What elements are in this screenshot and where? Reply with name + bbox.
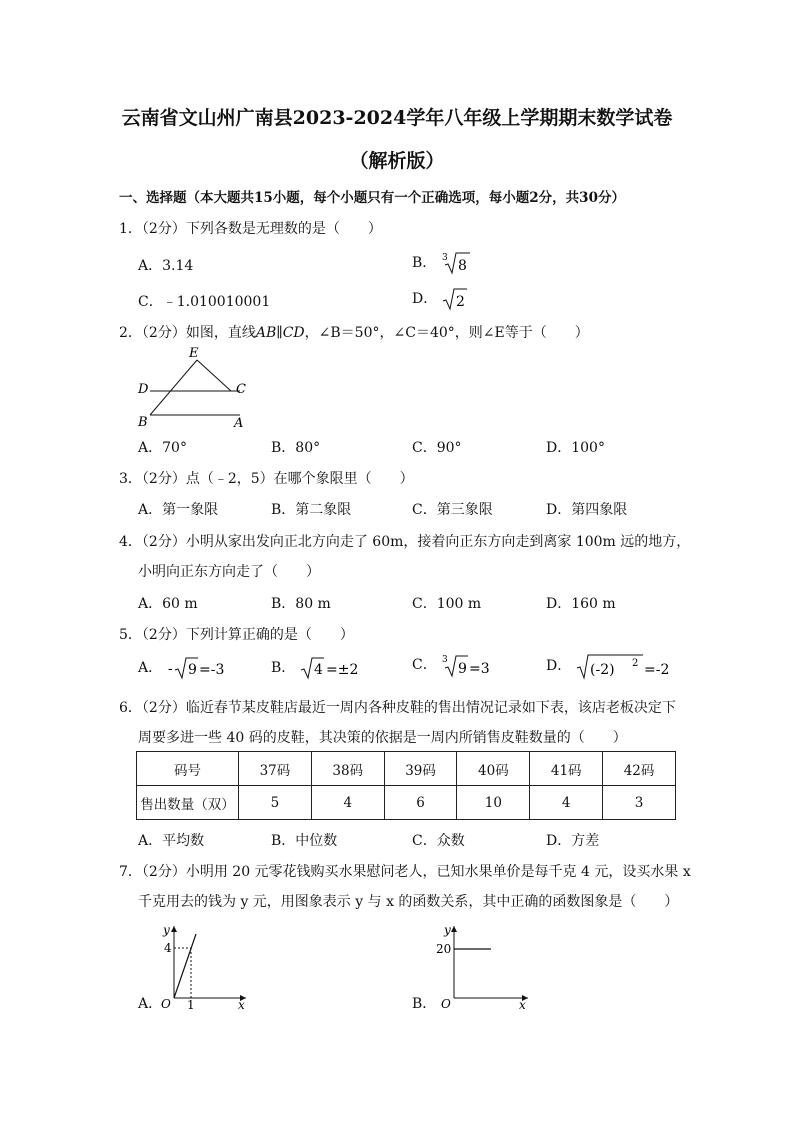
x-axis-label: x	[238, 998, 245, 1010]
question-5	[119, 624, 354, 644]
option-letter: C．	[412, 657, 437, 673]
question-text: 下列各数是无理数的是（ ）	[185, 221, 382, 237]
question-number: 1．	[119, 221, 142, 237]
neg-sqrt-9	[167, 656, 239, 680]
q1-option-a	[138, 255, 193, 275]
function-line	[174, 934, 196, 998]
table-cell: 3	[603, 786, 676, 820]
y-arrow	[451, 926, 457, 932]
table-cell: 售出数量（双）	[137, 786, 239, 820]
radicand: 8	[457, 258, 467, 274]
option-text: 第二象限	[295, 502, 352, 518]
q5-option-a	[138, 656, 239, 680]
line-be	[150, 360, 197, 415]
y-arrow	[171, 926, 177, 932]
label-e: E	[189, 346, 199, 361]
q1-option-c	[138, 291, 270, 311]
sqrt-2	[442, 287, 468, 311]
question-score: （2分）	[141, 700, 186, 716]
q3-option-b	[271, 499, 351, 519]
q1-option-b	[412, 251, 471, 275]
q5-option-b	[271, 656, 372, 680]
label-b: B	[138, 415, 148, 430]
question-3	[119, 468, 414, 488]
table-cell: 5	[239, 786, 312, 820]
origin-label: O	[441, 997, 451, 1010]
angle-c: ∠C＝40°，	[393, 325, 469, 341]
cube-root-9	[441, 652, 513, 678]
question-score: （2分）	[141, 864, 186, 880]
q4-option-a	[138, 593, 198, 613]
line-cd: CD	[282, 325, 305, 341]
q3-option-a	[138, 499, 218, 519]
option-text: 80°	[295, 440, 321, 456]
cube-root-8	[441, 251, 471, 275]
question-number: 6．	[119, 700, 142, 716]
option-letter: D．	[546, 833, 572, 849]
question-number: 2．	[119, 325, 142, 341]
q4-option-b	[271, 593, 331, 613]
q2-option-b	[271, 437, 320, 457]
option-letter: A．	[138, 833, 163, 849]
parallel-symbol: ∥	[276, 325, 283, 341]
table-cell: 4	[530, 786, 603, 820]
option-text: 第四象限	[571, 502, 628, 518]
document-subtitle: （解析版）	[349, 150, 445, 172]
table-cell: 10	[457, 786, 530, 820]
question-score: （2分）	[141, 471, 186, 487]
option-letter: B．	[412, 255, 437, 271]
q6-option-c	[412, 830, 465, 850]
question-text: 下列计算正确的是（ ）	[185, 627, 354, 643]
option-text: 3.14	[162, 258, 194, 274]
y-tick-label: 4	[164, 941, 172, 955]
label-d: D	[138, 382, 149, 397]
radicand: (-2)	[589, 662, 615, 678]
table-cell: 37码	[239, 752, 312, 786]
table-cell: 41码	[530, 752, 603, 786]
y-tick-label: 20	[436, 942, 452, 956]
question-text: 小明从家出发向正北方向走了 60m，接着向正东方向走到离家 100m 远的地方，	[185, 534, 691, 550]
question-4-line2: 小明向正东方向走了（ ）	[138, 564, 320, 580]
exponent: 2	[631, 658, 639, 669]
option-letter: C．	[412, 596, 437, 612]
label-c: C	[236, 382, 246, 397]
question-score: （2分）	[141, 221, 186, 237]
q1-option-d	[412, 287, 468, 311]
question-text: 点（﹣2，5）在哪个象限里（ ）	[185, 471, 414, 487]
label-a: A	[234, 416, 244, 431]
table-row	[137, 786, 676, 820]
question-6	[119, 697, 676, 717]
question-7	[119, 861, 691, 881]
minus-sign: -	[167, 661, 173, 677]
root-index: 3	[441, 253, 448, 263]
question-text: 如图，直线	[185, 325, 256, 341]
option-text: 60 m	[162, 596, 198, 612]
section-heading: 一、选择题（本大题共15小题，每个小题只有一个正确选项，每小题2分，共30分）	[119, 190, 625, 206]
table-cell: 40码	[457, 752, 530, 786]
question-number: 7．	[119, 864, 142, 880]
graph-a	[154, 920, 254, 1010]
table-cell: 42码	[603, 752, 676, 786]
option-text: 中位数	[295, 833, 338, 849]
table-cell: 39码	[384, 752, 457, 786]
radicand: 9	[187, 662, 197, 678]
table-cell: 码号	[137, 752, 239, 786]
line-ab: AB	[255, 325, 277, 341]
option-text: 100°	[571, 440, 605, 456]
q2-option-d	[546, 437, 605, 457]
question-text-suffix: 则∠E等于（ ）	[468, 325, 589, 341]
question-2	[119, 322, 589, 342]
option-text: 众数	[436, 833, 465, 849]
q2-option-c	[412, 437, 462, 457]
option-text: 70°	[162, 440, 187, 456]
option-letter: C．	[412, 833, 437, 849]
option-text: 方差	[571, 833, 600, 849]
question-7-line2: 千克用去的钱为 y 元，用图象表示 y 与 x 的函数关系，其中正确的函数图象是（ ）	[138, 894, 679, 910]
x-axis-label: x	[519, 998, 526, 1010]
table-header-row	[137, 752, 676, 786]
sales-table	[136, 751, 676, 820]
table-cell: 4	[311, 786, 384, 820]
option-letter: A．	[138, 502, 163, 518]
option-letter: B．	[271, 660, 296, 676]
option-letter: A．	[138, 596, 163, 612]
option-letter: C．	[412, 502, 437, 518]
result: =±2	[325, 662, 359, 678]
question-6-line2: 周要多进一些 40 码的皮鞋，其决策的依据是一周内所销售皮鞋数量的（ ）	[138, 730, 627, 746]
table-cell: 38码	[311, 752, 384, 786]
result: =-3	[198, 662, 224, 678]
question-number: 4．	[119, 534, 142, 550]
option-letter: D．	[412, 291, 438, 307]
q7-option-a-letter: A．	[138, 996, 163, 1012]
sqrt-4	[300, 656, 372, 680]
question-score: （2分）	[141, 627, 186, 643]
option-text: 80 m	[295, 596, 331, 612]
question-4	[119, 531, 690, 551]
option-letter: B．	[271, 440, 296, 456]
root-index: 3	[442, 655, 448, 665]
option-text: 160 m	[571, 596, 616, 612]
question-score: （2分）	[141, 325, 186, 341]
q6-option-d	[546, 830, 599, 850]
q4-option-c	[412, 593, 481, 613]
angle-b: ，∠B＝50°，	[304, 325, 394, 341]
question-score: （2分）	[141, 534, 186, 550]
parallel-lines-figure	[134, 343, 254, 433]
question-text: 小明用 20 元零花钱购买水果慰问老人，已知水果单价是每千克 4 元，设买水果 x	[185, 864, 691, 880]
q6-option-b	[271, 830, 337, 850]
line-ec	[197, 360, 231, 391]
option-letter: D．	[546, 596, 572, 612]
y-axis-label: y	[163, 923, 170, 937]
q7-option-b-letter: B．	[412, 996, 437, 1012]
option-letter: B．	[271, 502, 296, 518]
radicand: 4	[313, 662, 323, 678]
option-text: 平均数	[162, 833, 205, 849]
option-letter: D．	[546, 440, 572, 456]
option-letter: A．	[138, 440, 163, 456]
q5-option-c	[412, 652, 513, 678]
option-text: 100 m	[436, 596, 482, 612]
q3-option-c	[412, 499, 493, 519]
graph-b	[428, 920, 538, 1010]
option-text: 第三象限	[436, 502, 493, 518]
question-number: 3．	[119, 471, 142, 487]
question-text: 临近春节某皮鞋店最近一周内各种皮鞋的售出情况记录如下表，该店老板决定下	[185, 700, 676, 716]
q4-option-d	[546, 593, 616, 613]
question-number: 5．	[119, 627, 142, 643]
y-axis-label: y	[444, 923, 451, 937]
option-text: ﹣1.010010001	[162, 294, 271, 310]
result: =3	[469, 661, 490, 677]
q5-option-d	[546, 652, 676, 680]
option-letter: C．	[138, 294, 163, 310]
option-letter: D．	[546, 658, 572, 674]
document-title: 云南省文山州广南县2023-2024学年八年级上学期期末数学试卷	[121, 107, 673, 129]
q3-option-d	[546, 499, 627, 519]
table-cell: 6	[384, 786, 457, 820]
radicand: 2	[455, 294, 465, 310]
option-letter: D．	[546, 502, 572, 518]
q2-option-a	[138, 437, 187, 457]
q6-option-a	[138, 830, 204, 850]
option-letter: C．	[412, 440, 437, 456]
option-text: 第一象限	[162, 502, 219, 518]
option-text: 90°	[436, 440, 462, 456]
option-letter: B．	[271, 833, 296, 849]
result: =-2	[643, 662, 670, 678]
x-tick-label: 1	[187, 998, 195, 1010]
radicand: 9	[458, 661, 468, 677]
option-letter: B．	[271, 596, 296, 612]
option-letter: A．	[138, 258, 163, 274]
option-letter: A．	[138, 660, 163, 676]
question-1	[119, 218, 382, 238]
sqrt-neg2-squared	[576, 652, 676, 680]
origin-label: O	[161, 997, 171, 1010]
